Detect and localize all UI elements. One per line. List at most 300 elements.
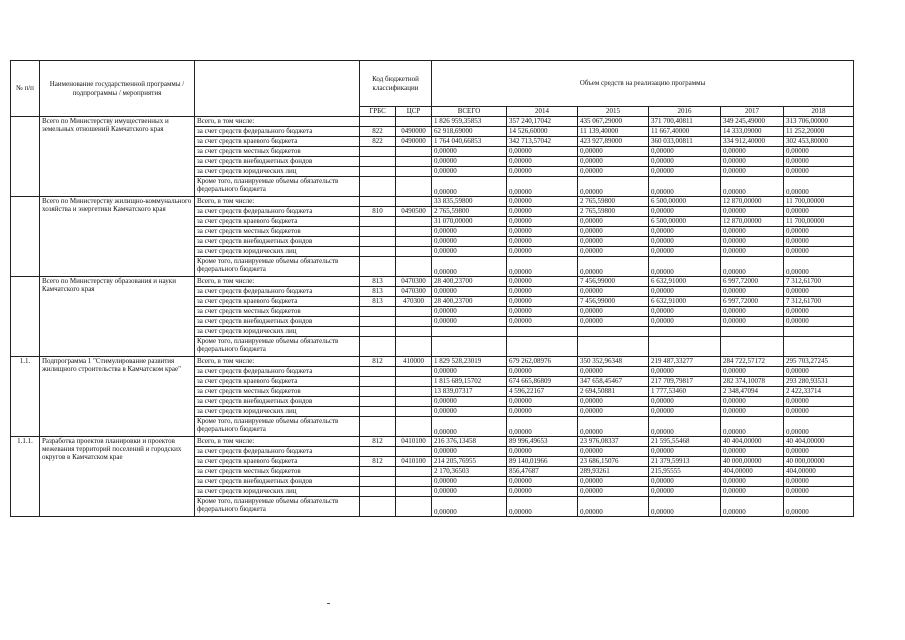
value-2017: 0,00000 bbox=[721, 497, 784, 517]
value-2017: 2 348,47094 bbox=[721, 387, 784, 397]
grbs-code bbox=[360, 217, 396, 227]
value-2014: 0,00000 bbox=[507, 227, 578, 237]
table-row bbox=[11, 277, 854, 287]
header-2016: 2016 bbox=[649, 107, 721, 117]
value-2015: 0,00000 bbox=[578, 167, 649, 177]
value-2016: 0,00000 bbox=[649, 407, 721, 417]
program-name: Подпрограмма 1 "Стимулирование развития жилищного строительства в Камчатском крае" bbox=[40, 357, 195, 437]
header-2017: 2017 bbox=[721, 107, 784, 117]
value-2014: 0,00000 bbox=[507, 257, 578, 277]
funding-source-label: за счет средств внебюджетных фондов bbox=[195, 477, 360, 487]
total-value: 0,00000 bbox=[432, 317, 507, 327]
total-value: 0,00000 bbox=[432, 167, 507, 177]
value-2016: 0,00000 bbox=[649, 497, 721, 517]
value-2018: 40 404,00000 bbox=[784, 437, 854, 447]
funding-source-label: за счет средств федерального бюджета bbox=[195, 287, 360, 297]
value-2017: 0,00000 bbox=[721, 167, 784, 177]
funding-source-label: за счет средств местных бюджетов bbox=[195, 387, 360, 397]
csr-code bbox=[396, 417, 432, 437]
funding-source-label: за счет средств юридических лиц bbox=[195, 487, 360, 497]
grbs-code bbox=[360, 247, 396, 257]
csr-code bbox=[396, 257, 432, 277]
row-number: 1.1.1. bbox=[11, 437, 40, 517]
grbs-code bbox=[360, 477, 396, 487]
value-2014: 0,00000 bbox=[507, 477, 578, 487]
csr-code: 0490000 bbox=[396, 127, 432, 137]
grbs-code bbox=[360, 387, 396, 397]
csr-code bbox=[396, 247, 432, 257]
value-2018: 0,00000 bbox=[784, 307, 854, 317]
value-2014: 0,00000 bbox=[507, 237, 578, 247]
value-2016: 1 777,53460 bbox=[649, 387, 721, 397]
csr-code bbox=[396, 157, 432, 167]
funding-source-label: за счет средств федерального бюджета bbox=[195, 127, 360, 137]
grbs-code bbox=[360, 157, 396, 167]
funding-source-label: за счет средств краевого бюджета bbox=[195, 377, 360, 387]
csr-code: 0490500 bbox=[396, 207, 432, 217]
value-2017: 6 997,72000 bbox=[721, 297, 784, 307]
grbs-code bbox=[360, 377, 396, 387]
value-2016: 6 632,91000 bbox=[649, 297, 721, 307]
value-2016: 6 500,00000 bbox=[649, 197, 721, 207]
value-2015: 2 765,59800 bbox=[578, 207, 649, 217]
csr-code bbox=[396, 487, 432, 497]
total-value: 0,00000 bbox=[432, 307, 507, 317]
value-2018: 11 252,20000 bbox=[784, 127, 854, 137]
value-2017: 40 000,00000 bbox=[721, 457, 784, 467]
funding-source-label: за счет средств юридических лиц bbox=[195, 407, 360, 417]
grbs-code bbox=[360, 407, 396, 417]
value-2018: 0,00000 bbox=[784, 407, 854, 417]
value-2014: 0,00000 bbox=[507, 197, 578, 207]
value-2015: 350 352,96348 bbox=[578, 357, 649, 367]
grbs-code: 813 bbox=[360, 277, 396, 287]
value-2014: 89 140,01966 bbox=[507, 457, 578, 467]
funding-source-label: за счет средств федерального бюджета bbox=[195, 207, 360, 217]
grbs-code: 822 bbox=[360, 137, 396, 147]
total-value: 0,00000 bbox=[432, 257, 507, 277]
csr-code bbox=[396, 237, 432, 247]
value-2014: 0,00000 bbox=[507, 407, 578, 417]
total-value: 0,00000 bbox=[432, 227, 507, 237]
total-value: 0,00000 bbox=[432, 417, 507, 437]
value-2016: 360 033,00811 bbox=[649, 137, 721, 147]
program-name: Всего по Министерству имущественных и земельных отношений Камчатского края bbox=[40, 117, 195, 197]
value-2016: 21 595,55468 bbox=[649, 437, 721, 447]
csr-code: 0470300 bbox=[396, 287, 432, 297]
csr-code: 0490000 bbox=[396, 137, 432, 147]
value-2017: 0,00000 bbox=[721, 227, 784, 237]
value-2015: 0,00000 bbox=[578, 237, 649, 247]
header-2018: 2018 bbox=[784, 107, 854, 117]
value-2017: 14 333,09000 bbox=[721, 127, 784, 137]
header-budget-code: Код бюджетной классификации bbox=[360, 61, 432, 107]
value-2016: 0,00000 bbox=[649, 257, 721, 277]
total-value: 0,00000 bbox=[432, 157, 507, 167]
value-2014: 0,00000 bbox=[507, 207, 578, 217]
value-2016: 0,00000 bbox=[649, 227, 721, 237]
value-2016: 0,00000 bbox=[649, 247, 721, 257]
value-2017: 349 245,49000 bbox=[721, 117, 784, 127]
funding-source-label: Кроме того, планируемые объемы обязательств федерального бюджета bbox=[195, 337, 360, 357]
value-2016: 0,00000 bbox=[649, 367, 721, 377]
grbs-code: 812 bbox=[360, 457, 396, 467]
value-2016: 0,00000 bbox=[649, 397, 721, 407]
total-value: 0,00000 bbox=[432, 447, 507, 457]
value-2016: 217 709,79817 bbox=[649, 377, 721, 387]
value-2016: 0,00000 bbox=[649, 157, 721, 167]
total-value bbox=[432, 327, 507, 337]
value-2015: 347 658,45467 bbox=[578, 377, 649, 387]
value-2017: 0,00000 bbox=[721, 487, 784, 497]
total-value: 216 376,13458 bbox=[432, 437, 507, 447]
grbs-code bbox=[360, 147, 396, 157]
total-value: 0,00000 bbox=[432, 407, 507, 417]
value-2014: 0,00000 bbox=[507, 247, 578, 257]
header-csr: ЦСР bbox=[396, 107, 432, 117]
value-2017: 12 870,00000 bbox=[721, 217, 784, 227]
total-value: 0,00000 bbox=[432, 477, 507, 487]
csr-code bbox=[396, 117, 432, 127]
value-2016: 215,95555 bbox=[649, 467, 721, 477]
csr-code: 470300 bbox=[396, 297, 432, 307]
header-volume: Объем средств на реализацию программы bbox=[432, 61, 854, 107]
csr-code bbox=[396, 227, 432, 237]
value-2015: 23 976,08337 bbox=[578, 437, 649, 447]
value-2015: 0,00000 bbox=[578, 307, 649, 317]
total-value: 0,00000 bbox=[432, 287, 507, 297]
value-2017: 40 404,00000 bbox=[721, 437, 784, 447]
header-2014: 2014 bbox=[507, 107, 578, 117]
value-2014: 357 240,17042 bbox=[507, 117, 578, 127]
value-2015: 23 686,15076 bbox=[578, 457, 649, 467]
header-blank bbox=[195, 61, 360, 117]
value-2014: 0,00000 bbox=[507, 157, 578, 167]
value-2015: 0,00000 bbox=[578, 147, 649, 157]
grbs-code: 812 bbox=[360, 357, 396, 367]
header-row-top bbox=[11, 61, 854, 107]
csr-code bbox=[396, 167, 432, 177]
value-2017: 334 912,40000 bbox=[721, 137, 784, 147]
value-2015: 0,00000 bbox=[578, 447, 649, 457]
value-2016: 0,00000 bbox=[649, 417, 721, 437]
value-2014: 0,00000 bbox=[507, 397, 578, 407]
grbs-code bbox=[360, 417, 396, 437]
value-2016 bbox=[649, 327, 721, 337]
value-2017: 0,00000 bbox=[721, 307, 784, 317]
csr-code bbox=[396, 327, 432, 337]
csr-code: 410000 bbox=[396, 357, 432, 367]
funding-source-label: за счет средств краевого бюджета bbox=[195, 137, 360, 147]
value-2017: 0,00000 bbox=[721, 237, 784, 247]
grbs-code bbox=[360, 307, 396, 317]
funding-source-label: за счет средств юридических лиц bbox=[195, 247, 360, 257]
funding-source-label: Всего, в том числе: bbox=[195, 117, 360, 127]
value-2014: 679 262,08976 bbox=[507, 357, 578, 367]
grbs-code bbox=[360, 497, 396, 517]
grbs-code bbox=[360, 167, 396, 177]
value-2018: 0,00000 bbox=[784, 167, 854, 177]
value-2014: 0,00000 bbox=[507, 177, 578, 197]
value-2015 bbox=[578, 327, 649, 337]
value-2015: 0,00000 bbox=[578, 497, 649, 517]
value-2014 bbox=[507, 327, 578, 337]
value-2018: 0,00000 bbox=[784, 207, 854, 217]
grbs-code: 812 bbox=[360, 437, 396, 447]
value-2014: 674 665,86809 bbox=[507, 377, 578, 387]
total-value: 1 829 528,23019 bbox=[432, 357, 507, 367]
total-value: 2 765,59800 bbox=[432, 207, 507, 217]
value-2017: 12 870,00000 bbox=[721, 197, 784, 207]
header-name: Наименование государственной программы / подпрограммы / мероприятия bbox=[40, 61, 195, 117]
value-2016 bbox=[649, 337, 721, 357]
value-2015: 11 139,40000 bbox=[578, 127, 649, 137]
csr-code bbox=[396, 447, 432, 457]
value-2015 bbox=[578, 337, 649, 357]
value-2014: 0,00000 bbox=[507, 147, 578, 157]
total-value: 0,00000 bbox=[432, 147, 507, 157]
grbs-code bbox=[360, 227, 396, 237]
value-2018: 0,00000 bbox=[784, 497, 854, 517]
value-2017: 0,00000 bbox=[721, 287, 784, 297]
funding-source-label: за счет средств внебюджетных фондов bbox=[195, 397, 360, 407]
value-2016: 21 379,59913 bbox=[649, 457, 721, 467]
value-2015: 0,00000 bbox=[578, 247, 649, 257]
total-value: 0,00000 bbox=[432, 177, 507, 197]
value-2014: 0,00000 bbox=[507, 217, 578, 227]
total-value: 0,00000 bbox=[432, 487, 507, 497]
value-2014: 0,00000 bbox=[507, 287, 578, 297]
value-2015: 0,00000 bbox=[578, 417, 649, 437]
value-2015: 0,00000 bbox=[578, 487, 649, 497]
table-row bbox=[11, 437, 854, 447]
grbs-code bbox=[360, 317, 396, 327]
value-2018: 0,00000 bbox=[784, 257, 854, 277]
funding-source-label: за счет средств местных бюджетов bbox=[195, 227, 360, 237]
value-2018 bbox=[784, 337, 854, 357]
grbs-code bbox=[360, 367, 396, 377]
program-name: Всего по Министерству образования и науки Камчатского края bbox=[40, 277, 195, 357]
value-2014: 0,00000 bbox=[507, 497, 578, 517]
value-2017: 0,00000 bbox=[721, 417, 784, 437]
grbs-code: 813 bbox=[360, 287, 396, 297]
value-2015: 0,00000 bbox=[578, 157, 649, 167]
grbs-code bbox=[360, 487, 396, 497]
value-2014: 0,00000 bbox=[507, 297, 578, 307]
value-2017: 282 374,10078 bbox=[721, 377, 784, 387]
value-2017: 0,00000 bbox=[721, 247, 784, 257]
funding-source-label: за счет средств краевого бюджета bbox=[195, 217, 360, 227]
total-value: 33 835,59800 bbox=[432, 197, 507, 207]
value-2016: 0,00000 bbox=[649, 287, 721, 297]
value-2017: 284 722,57172 bbox=[721, 357, 784, 367]
csr-code: 0470300 bbox=[396, 277, 432, 287]
total-value: 0,00000 bbox=[432, 497, 507, 517]
value-2016: 219 487,33277 bbox=[649, 357, 721, 367]
value-2017: 0,00000 bbox=[721, 147, 784, 157]
csr-code bbox=[396, 177, 432, 197]
funding-source-label: за счет средств местных бюджетов bbox=[195, 467, 360, 477]
funding-source-label: за счет средств юридических лиц bbox=[195, 327, 360, 337]
value-2015: 7 456,99000 bbox=[578, 297, 649, 307]
value-2018: 11 700,00000 bbox=[784, 217, 854, 227]
grbs-code: 810 bbox=[360, 207, 396, 217]
value-2018: 0,00000 bbox=[784, 447, 854, 457]
total-value: 28 400,23700 bbox=[432, 277, 507, 287]
grbs-code bbox=[360, 237, 396, 247]
grbs-code bbox=[360, 467, 396, 477]
value-2014: 0,00000 bbox=[507, 307, 578, 317]
row-number bbox=[11, 197, 40, 277]
value-2018: 0,00000 bbox=[784, 237, 854, 247]
csr-code bbox=[396, 497, 432, 517]
value-2014: 856,47687 bbox=[507, 467, 578, 477]
funding-source-label: Всего, в том числе: bbox=[195, 357, 360, 367]
value-2018: 302 453,80000 bbox=[784, 137, 854, 147]
value-2018: 0,00000 bbox=[784, 317, 854, 327]
funding-source-label: за счет средств юридических лиц bbox=[195, 167, 360, 177]
csr-code bbox=[396, 477, 432, 487]
value-2018: 0,00000 bbox=[784, 157, 854, 167]
program-name: Разработка проектов планировки и проектов межевания территорий поселений и городских округов в Камчатском крае bbox=[40, 437, 195, 517]
value-2015: 2 765,59800 bbox=[578, 197, 649, 207]
funding-source-label: Кроме того, планируемые объемы обязательств федерального бюджета bbox=[195, 257, 360, 277]
csr-code bbox=[396, 147, 432, 157]
grbs-code bbox=[360, 397, 396, 407]
value-2014: 4 596,22167 bbox=[507, 387, 578, 397]
value-2016: 0,00000 bbox=[649, 167, 721, 177]
csr-code bbox=[396, 317, 432, 327]
funding-source-label: за счет средств местных бюджетов bbox=[195, 147, 360, 157]
header-num: № п/п bbox=[11, 61, 40, 117]
value-2015: 0,00000 bbox=[578, 407, 649, 417]
value-2018 bbox=[784, 327, 854, 337]
csr-code bbox=[396, 307, 432, 317]
table-row bbox=[11, 357, 854, 367]
funding-source-label: за счет средств внебюджетных фондов bbox=[195, 237, 360, 247]
value-2017: 6 997,72000 bbox=[721, 277, 784, 287]
header-2015: 2015 bbox=[578, 107, 649, 117]
value-2014: 14 526,60000 bbox=[507, 127, 578, 137]
value-2016: 6 632,91000 bbox=[649, 277, 721, 287]
csr-code bbox=[396, 407, 432, 417]
grbs-code bbox=[360, 177, 396, 197]
total-value: 1 815 689,15702 bbox=[432, 377, 507, 387]
value-2016: 0,00000 bbox=[649, 177, 721, 197]
value-2018: 293 280,93531 bbox=[784, 377, 854, 387]
value-2018: 0,00000 bbox=[784, 417, 854, 437]
total-value: 2 170,36503 bbox=[432, 467, 507, 477]
funding-source-label: Кроме того, планируемые объемы обязательств федерального бюджета bbox=[195, 497, 360, 517]
total-value: 13 839,07317 bbox=[432, 387, 507, 397]
value-2018: 0,00000 bbox=[784, 287, 854, 297]
value-2014: 0,00000 bbox=[507, 417, 578, 437]
value-2016: 0,00000 bbox=[649, 487, 721, 497]
value-2017: 0,00000 bbox=[721, 257, 784, 277]
value-2016: 0,00000 bbox=[649, 237, 721, 247]
value-2018: 404,00000 bbox=[784, 467, 854, 477]
funding-source-label: Кроме того, планируемые объемы обязательств федерального бюджета bbox=[195, 177, 360, 197]
value-2016: 0,00000 bbox=[649, 317, 721, 327]
value-2017: 0,00000 bbox=[721, 447, 784, 457]
value-2015: 0,00000 bbox=[578, 317, 649, 327]
value-2018: 0,00000 bbox=[784, 227, 854, 237]
csr-code bbox=[396, 367, 432, 377]
value-2014: 0,00000 bbox=[507, 317, 578, 327]
program-name: Всего по Министерству жилищно-коммунального хозяйства и энергетики Камчатского края bbox=[40, 197, 195, 277]
total-value: 62 918,69000 bbox=[432, 127, 507, 137]
value-2014: 0,00000 bbox=[507, 367, 578, 377]
value-2015: 0,00000 bbox=[578, 177, 649, 197]
value-2017: 404,00000 bbox=[721, 467, 784, 477]
funding-source-label: за счет средств краевого бюджета bbox=[195, 297, 360, 307]
value-2018: 0,00000 bbox=[784, 477, 854, 487]
header-total: ВСЕГО bbox=[432, 107, 507, 117]
total-value: 1 764 040,66853 bbox=[432, 137, 507, 147]
value-2017: 0,00000 bbox=[721, 477, 784, 487]
funding-source-label: Всего, в том числе: bbox=[195, 277, 360, 287]
funding-source-label: Всего, в том числе: bbox=[195, 437, 360, 447]
value-2015: 0,00000 bbox=[578, 217, 649, 227]
total-value: 0,00000 bbox=[432, 367, 507, 377]
value-2017 bbox=[721, 327, 784, 337]
total-value: 1 826 959,35853 bbox=[432, 117, 507, 127]
value-2018: 7 312,61700 bbox=[784, 297, 854, 307]
value-2016: 0,00000 bbox=[649, 307, 721, 317]
value-2016: 371 700,40811 bbox=[649, 117, 721, 127]
value-2018: 11 700,00000 bbox=[784, 197, 854, 207]
value-2018: 0,00000 bbox=[784, 147, 854, 157]
value-2014: 89 996,49653 bbox=[507, 437, 578, 447]
funding-source-label: за счет средств внебюджетных фондов bbox=[195, 157, 360, 167]
value-2018: 0,00000 bbox=[784, 177, 854, 197]
value-2018: 7 312,61700 bbox=[784, 277, 854, 287]
value-2018: 2 422,33714 bbox=[784, 387, 854, 397]
table-row bbox=[11, 117, 854, 127]
value-2017: 0,00000 bbox=[721, 407, 784, 417]
grbs-code bbox=[360, 327, 396, 337]
value-2015: 2 694,50881 bbox=[578, 387, 649, 397]
value-2015: 0,00000 bbox=[578, 227, 649, 237]
value-2017: 0,00000 bbox=[721, 207, 784, 217]
total-value: 0,00000 bbox=[432, 247, 507, 257]
grbs-code bbox=[360, 117, 396, 127]
value-2018: 40 000,00000 bbox=[784, 457, 854, 467]
total-value: 0,00000 bbox=[432, 237, 507, 247]
csr-code bbox=[396, 377, 432, 387]
value-2016: 0,00000 bbox=[649, 477, 721, 487]
grbs-code bbox=[360, 447, 396, 457]
total-value: 28 400,23700 bbox=[432, 297, 507, 307]
grbs-code bbox=[360, 257, 396, 277]
csr-code bbox=[396, 217, 432, 227]
value-2015: 0,00000 bbox=[578, 287, 649, 297]
grbs-code: 813 bbox=[360, 297, 396, 307]
value-2014: 342 713,57042 bbox=[507, 137, 578, 147]
funding-source-label: за счет средств краевого бюджета bbox=[195, 457, 360, 467]
value-2018: 0,00000 bbox=[784, 247, 854, 257]
row-number bbox=[11, 117, 40, 197]
grbs-code bbox=[360, 197, 396, 207]
table-row bbox=[11, 197, 854, 207]
value-2015: 0,00000 bbox=[578, 257, 649, 277]
value-2018: 295 703,27245 bbox=[784, 357, 854, 367]
value-2017: 0,00000 bbox=[721, 397, 784, 407]
csr-code: 0410100 bbox=[396, 457, 432, 467]
value-2018: 0,00000 bbox=[784, 397, 854, 407]
value-2016: 6 500,00000 bbox=[649, 217, 721, 227]
value-2014 bbox=[507, 337, 578, 357]
